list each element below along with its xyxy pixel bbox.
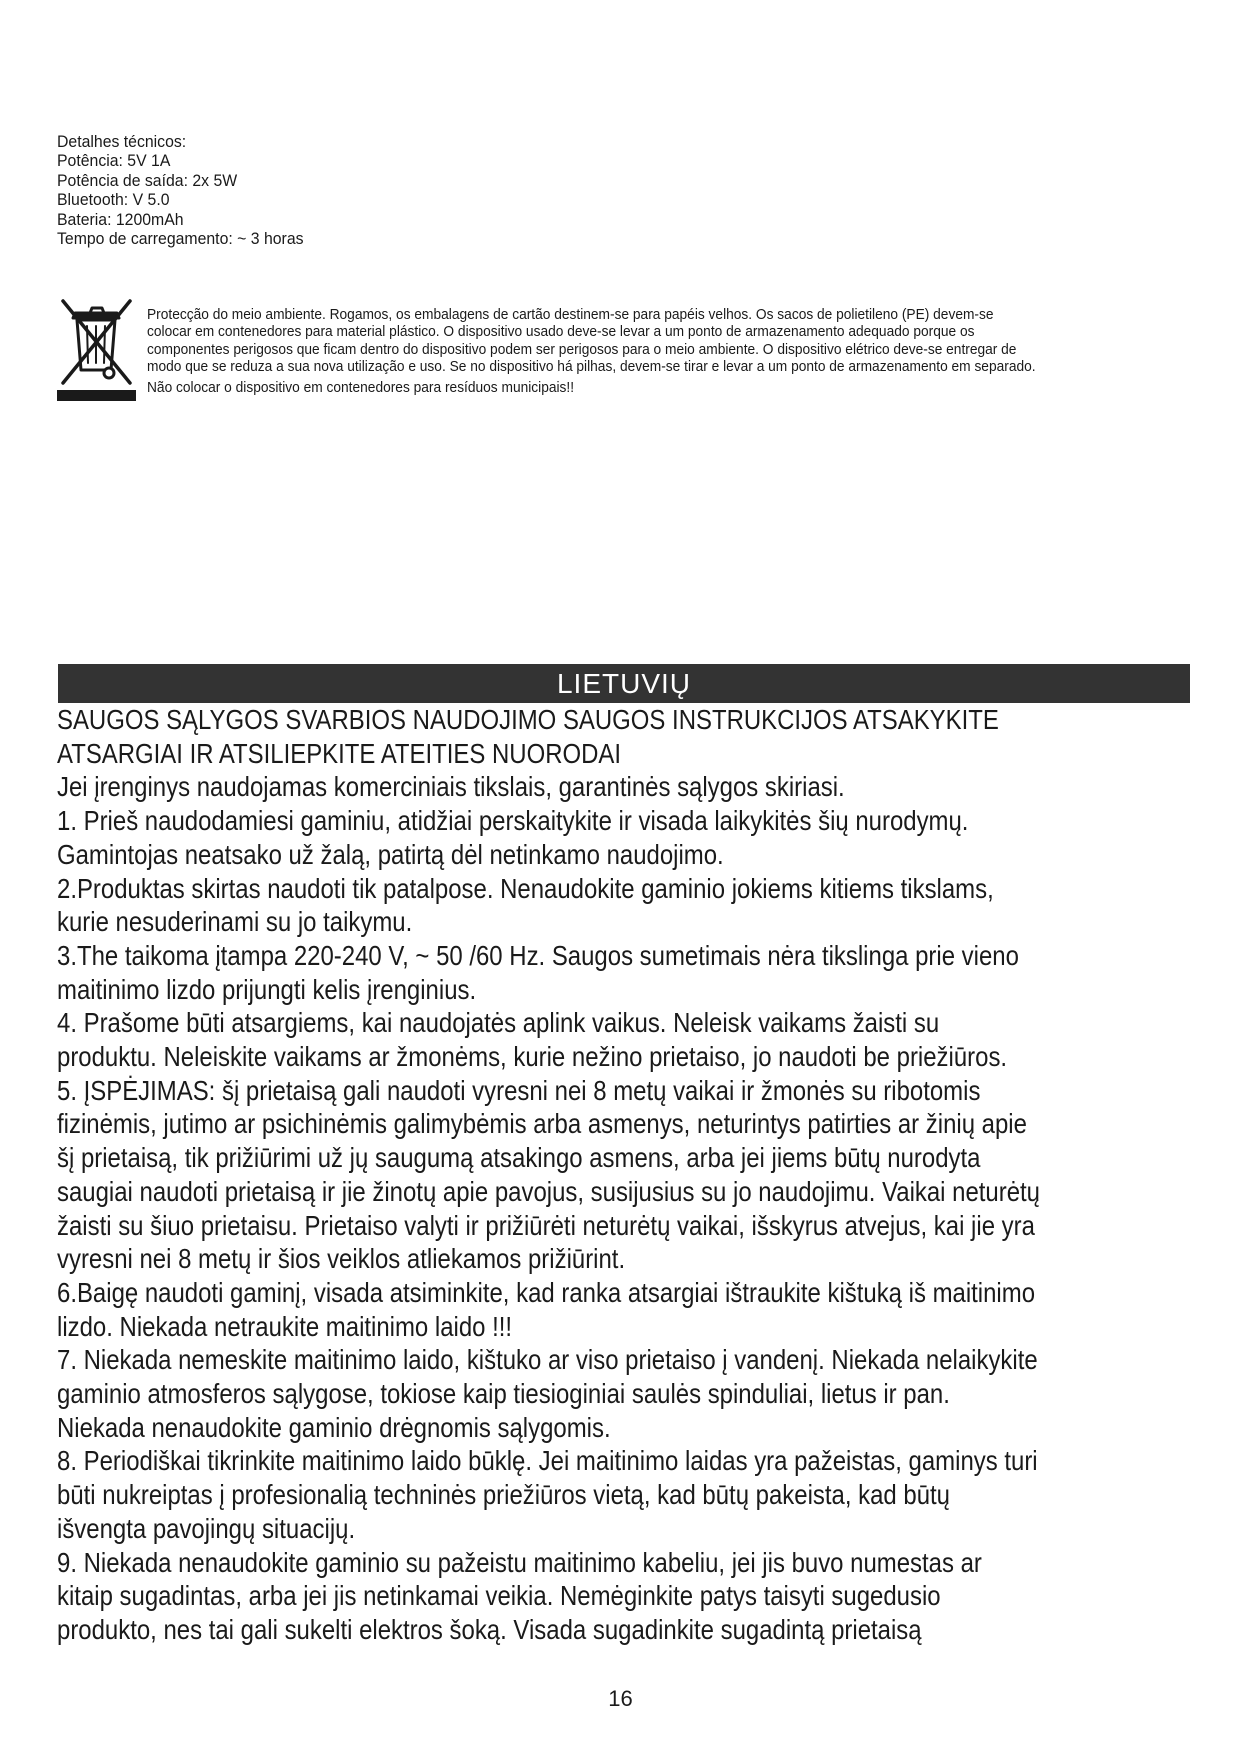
instruction-line: 6.Baigę naudoti gaminį, visada atsiminkite, kad ranka atsargiai ištraukite kištuką iš maitinimo xyxy=(57,1276,1036,1308)
instruction-heading: ATSARGIAI IR ATSILIEPKITE ATEITIES NUORODAI xyxy=(57,737,622,769)
tech-line-power: Potência: 5V 1A xyxy=(57,151,171,171)
instruction-line: 7. Niekada nemeskite maitinimo laido, kištuko ar viso prietaiso į vandenį. Niekada nelaikykite xyxy=(57,1344,1038,1376)
instruction-line: saugiai naudoti prietaisą ir jie žinotų apie pavojus, susijusius su jo naudojimu. Vaikai neturėtų xyxy=(57,1175,1041,1207)
tech-line-bluetooth: Bluetooth: V 5.0 xyxy=(57,190,170,210)
instruction-line: 8. Periodiškai tikrinkite maitinimo laido būklę. Jei maitinimo laidas yra pažeistas, gaminys turi xyxy=(57,1445,1038,1477)
instruction-line: šį prietaisą, tik prižiūrimi už jų saugumą atsakingo asmens, arba jei jiems būtų nurodyta xyxy=(57,1142,981,1174)
instruction-line: Gamintojas neatsako už žalą, patirtą dėl netinkamo naudojimo. xyxy=(57,838,724,870)
instruction-line: vyresni nei 8 metų ir šios veiklos atliekamos prižiūrint. xyxy=(57,1243,626,1275)
instruction-line: produkto, nes tai gali sukelti elektros šoką. Visada sugadinkite sugadintą prietaisą xyxy=(57,1613,922,1645)
tech-heading: Detalhes técnicos: xyxy=(57,132,187,151)
instruction-line: 9. Niekada nenaudokite gaminio su pažeistu maitinimo kabeliu, jei jis buvo numestas ar xyxy=(57,1546,982,1578)
instruction-line: 1. Prieš naudodamiesi gaminiu, atidžiai perskaitykite ir visada laikykitės šių nurodymų. xyxy=(57,805,969,837)
instruction-line: 2.Produktas skirtas naudoti tik patalpose. Nenaudokite gaminio jokiems kitiems tikslams, xyxy=(57,872,994,904)
instruction-line: Jei įrenginys naudojamas komerciniais tikslais, garantinės sąlygos skiriasi. xyxy=(57,771,845,803)
tech-line-charging: Tempo de carregamento: ~ 3 horas xyxy=(57,229,304,249)
environment-warning: Não colocar o dispositivo em contenedores para resíduos municipais!! xyxy=(147,379,575,397)
instruction-line: kitaip sugadintas, arba jei jis netinkamai veikia. Nemėginkite patys taisyti sugedusio xyxy=(57,1580,941,1612)
environment-notice xyxy=(147,306,1143,396)
instruction-heading: SAUGOS SĄLYGOS SVARBIOS NAUDOJIMO SAUGOS INSTRUKCIJOS ATSAKYKITE xyxy=(57,704,999,735)
technical-details xyxy=(57,132,522,248)
instruction-line: kurie nesuderinami su jo taikymu. xyxy=(57,906,413,938)
instruction-line: būti nukreiptas į profesionalią techninės priežiūros vietą, kad būtų pakeista, kad būtų xyxy=(57,1479,950,1511)
instruction-line: Niekada nenaudokite gaminio drėgnomis sąlygomis. xyxy=(57,1411,611,1443)
instruction-line: maitinimo lizdo prijungti kelis įrenginius. xyxy=(57,973,477,1005)
instruction-line: produktu. Neleiskite vaikams ar žmonėms, kurie nežino prietaiso, jo naudoti be priežiūros. xyxy=(57,1041,1008,1073)
instruction-line: žaisti su šiuo prietaisu. Prietaiso valyti ir prižiūrėti neturėtų vaikai, išskyrus atvejus, kai jie yra xyxy=(57,1209,1035,1241)
environment-line: componentes perigosos que ficam dentro do dispositivo podem ser perigosos para o meio ambiente. O dispositivo elétrico deve-se entregar de xyxy=(147,340,1017,358)
instruction-line: gaminio atmosferos sąlygose, tokiose kaip tiesioginiai saulės spinduliai, lietus ir pan. xyxy=(57,1378,950,1410)
page-number: 16 xyxy=(608,1686,633,1711)
environment-line: colocar em contenedores para material plástico. O dispositivo usado deve-se levar a um ponto de armazenamento adequado porque os xyxy=(147,323,975,341)
instruction-line: 3.The taikoma įtampa 220-240 V, ~ 50 /60 Hz. Saugos sumetimais nėra tikslinga prie vieno xyxy=(57,939,1019,971)
tech-line-battery: Bateria: 1200mAh xyxy=(57,209,184,229)
section-banner: LIETUVIŲ xyxy=(58,664,1190,703)
instruction-line: 4. Prašome būti atsargiems, kai naudojatės aplink vaikus. Neleisk vaikams žaisti su xyxy=(57,1007,940,1039)
crossed-out-wheelie-bin-icon xyxy=(57,297,136,401)
instruction-line: lizdo. Niekada netraukite maitinimo laido !!! xyxy=(57,1310,513,1342)
instruction-line: išvengta pavojingų situacijų. xyxy=(57,1512,356,1544)
lithuanian-instructions xyxy=(57,703,1083,1647)
environment-line: modo que se reduza a sua nova utilização e uso. Se no dispositivo há pilhas, devem-se tirar e levar a um ponto de armazenamento em separado. xyxy=(147,357,1036,375)
instruction-line: fizinėmis, jutimo ar psichinėmis galimybėmis arba asmenys, neturintys patirties ar žinių apie xyxy=(57,1108,1027,1140)
instruction-line: 5. ĮSPĖJIMAS: šį prietaisą gali naudoti vyresni nei 8 metų vaikai ir žmonės su ribotomis xyxy=(57,1074,981,1106)
environment-line: Protecção do meio ambiente. Rogamos, os embalagens de cartão destinem-se para papéis velhos. Os sacos de polietileno (PE) devem-se xyxy=(147,306,994,323)
tech-line-output: Potência de saída: 2x 5W xyxy=(57,170,238,190)
